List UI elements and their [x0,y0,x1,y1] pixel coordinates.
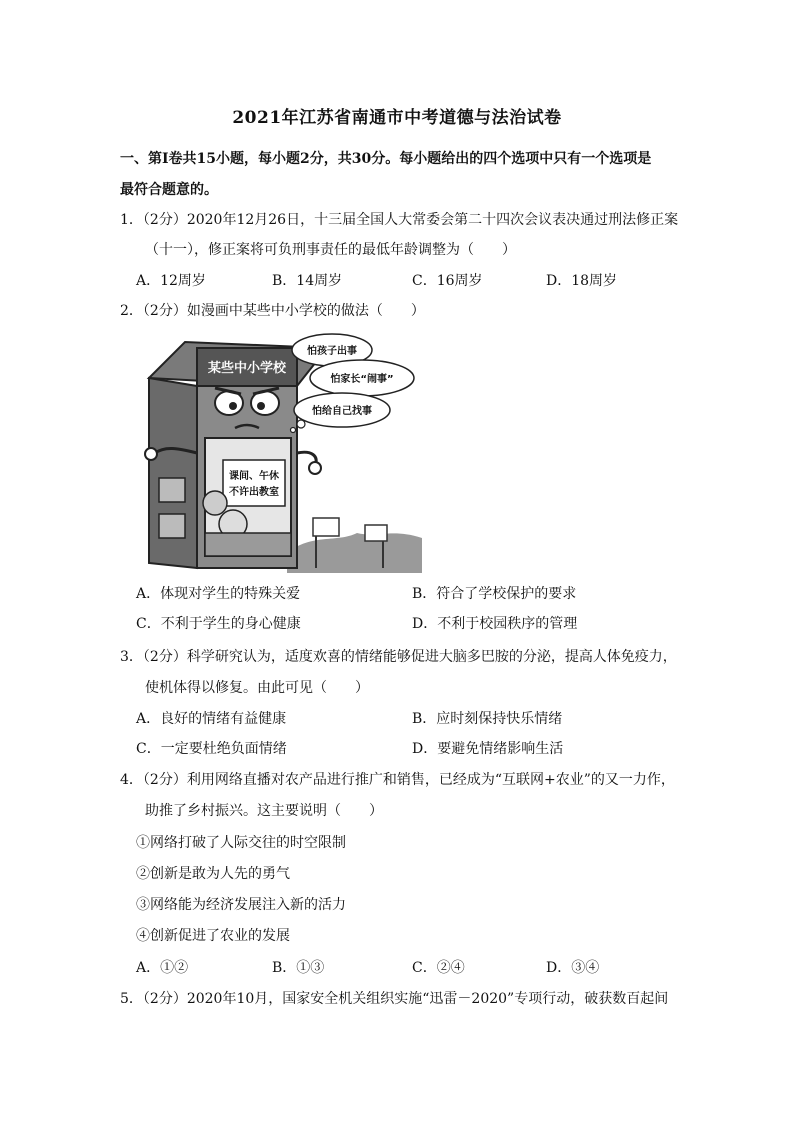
hand-icon [145,448,157,460]
question-1-option-a: A．12周岁 [136,273,206,289]
question-5-text: 5．（2分）2020年10月，国家安全机关组织实施“迅雷－2020”专项行动，破获数百起间 [120,991,669,1007]
question-3-option-c: C．一定要杜绝负面情绪 [136,741,287,757]
question-1-text-cont: （十一），修正案将可负刑事责任的最低年龄调整为（ ） [145,242,516,258]
question-1-option-b: B．14周岁 [272,273,343,289]
question-1-text: 1．（2分）2020年12月26日，十三届全国人大常委会第二十四次会议表决通过刑法修正案 [120,212,679,228]
question-4-statement-3: ③网络能为经济发展注入新的活力 [136,897,346,913]
page-title: 2021年江苏省南通市中考道德与法治试卷 [232,108,562,128]
sign-line-2: 不许出教室 [229,487,279,498]
cartoon-illustration [137,328,422,573]
question-3-text: 3．（2分）科学研究认为，适度欢喜的情绪能够促进大脑多巴胺的分泌，提高人体免疫力， [120,649,677,665]
question-4-statement-1: ①网络打破了人际交往的时空限制 [136,835,346,851]
question-2-option-c: C．不利于学生的身心健康 [136,616,301,632]
question-4-statement-2: ②创新是敢为人先的勇气 [136,866,290,882]
question-3-option-a: A．良好的情绪有益健康 [136,711,287,727]
thought-bubble-3: 怕给自己找事 [312,406,372,417]
question-4-text-cont: 助推了乡村振兴。这主要说明（ ） [145,803,383,819]
section-heading [120,144,690,206]
section-heading-line-2: 最符合题意的。 [120,182,218,198]
question-3-option-b: B．应时刻保持快乐情绪 [412,711,563,727]
question-2-option-a: A．体现对学生的特殊关爱 [136,586,301,602]
question-3-option-d: D．要避免情绪影响生活 [412,741,564,757]
question-2-text: 2．（2分）如漫画中某些中小学校的做法（ ） [120,303,425,319]
question-4-text: 4．（2分）利用网络直播对农产品进行推广和销售，已经成为“互联网+农业”的又一力作， [120,772,675,788]
building-side [149,378,197,568]
question-1-option-c: C．16周岁 [412,273,483,289]
student-icon [203,491,227,515]
building-label: 某些中小学校 [207,361,287,376]
section-heading-line-1: 一、第Ⅰ卷共15小题，每小题2分，共30分。每小题给出的四个选项中只有一个选项是 [120,151,652,167]
question-1-option-d: D．18周岁 [546,273,618,289]
sign-line-1: 课间、午休 [229,471,279,482]
question-4-option-c: C．②④ [412,960,465,976]
question-3-text-cont: 使机体得以修复。由此可见（ ） [145,680,369,696]
thought-bubble-2: 怕家长“闹事” [330,374,394,385]
question-2-option-d: D．不利于校园秩序的管理 [412,616,578,632]
question-4-option-a: A．①② [136,960,189,976]
question-2-option-b: B．符合了学校保护的要求 [412,586,577,602]
hand-icon [309,462,321,474]
classroom-sign [223,460,285,506]
question-4-option-b: B．①③ [272,960,325,976]
question-4-statement-4: ④创新促进了农业的发展 [136,928,290,944]
question-4-option-d: D．③④ [546,960,600,976]
thought-bubble-1: 怕孩子出事 [307,346,357,357]
